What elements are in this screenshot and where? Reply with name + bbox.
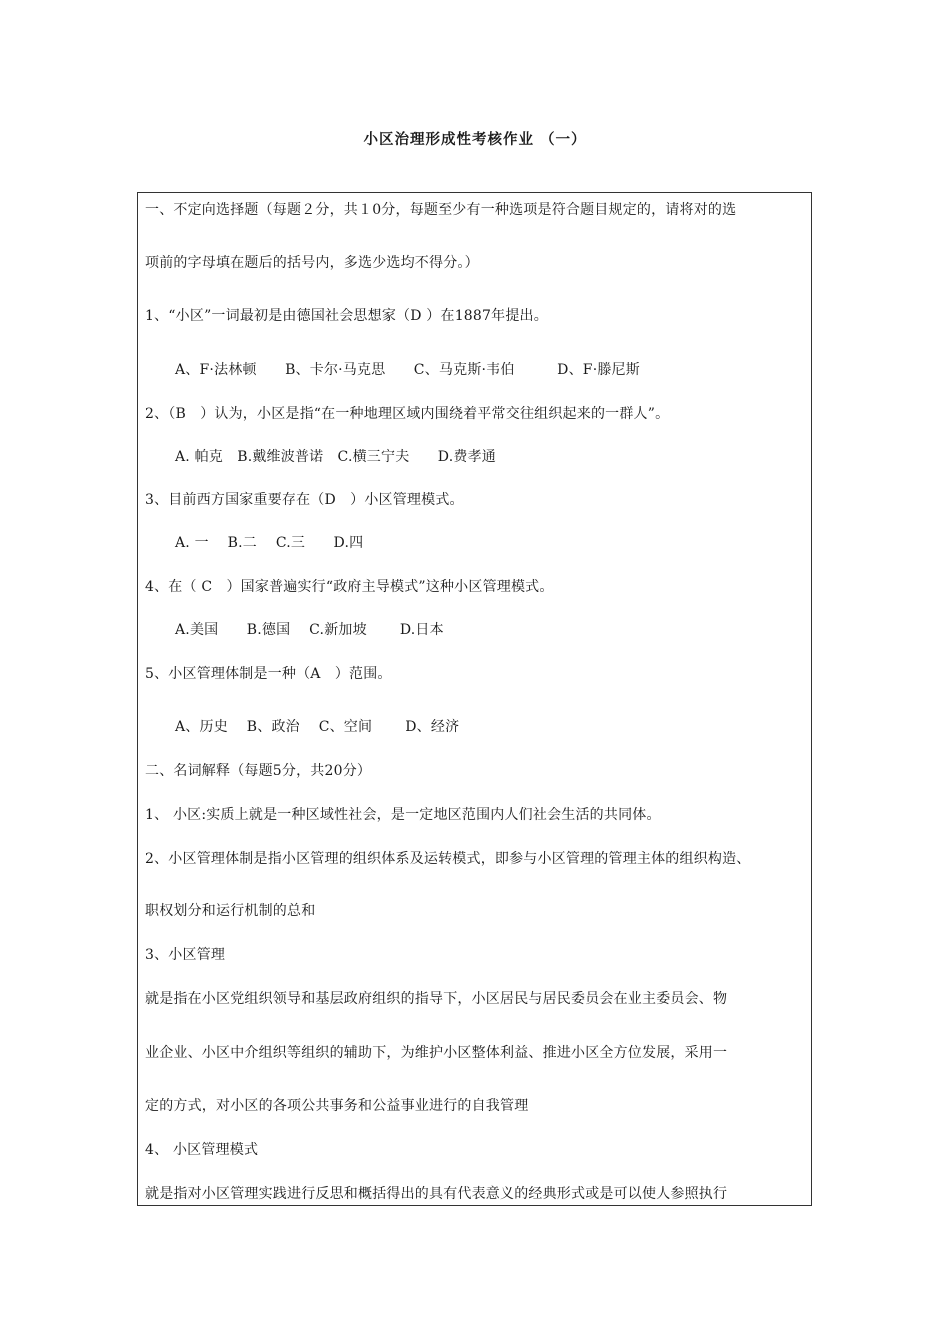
question-4-options: A.美国 B.德国 C.新加坡 D.日本	[175, 622, 444, 638]
question-5: 5、小区管理体制是一种（A ）范围。	[145, 666, 392, 682]
section2-heading: 二、名词解释（每题5分，共20分）	[145, 763, 372, 779]
question-4: 4、在（ C ）国家普遍实行“政府主导模式”这种小区管理模式。	[145, 579, 554, 595]
term-3-title: 3、小区管理	[145, 947, 226, 963]
term-2-line1: 2、小区管理体制是指小区管理的组织体系及运转模式，即参与小区管理的管理主体的组织构造、	[145, 851, 751, 867]
term-4-line1: 就是指对小区管理实践进行反思和概括得出的具有代表意义的经典形式或是可以使人参照执行	[145, 1186, 728, 1202]
question-1: 1、“小区”一词最初是由德国社会思想家（D ）在1887年提出。	[145, 308, 548, 324]
page-title: 小区治理形成性考核作业 （一）	[363, 131, 587, 148]
question-2: 2、（B ）认为，小区是指“在一种地理区域内围绕着平常交往组织起来的一群人”。	[145, 406, 670, 422]
question-1-options: A、F·法林顿 B、卡尔·马克思 C、马克斯·韦伯 D、F·滕尼斯	[175, 362, 640, 378]
section1-heading-line2: 项前的字母填在题后的括号内，多选少选均不得分。）	[145, 255, 479, 271]
term-3-line1: 就是指在小区党组织领导和基层政府组织的指导下，小区居民与居民委员会在业主委员会、物	[145, 991, 728, 1007]
term-4-title: 4、 小区管理模式	[145, 1142, 259, 1158]
question-3: 3、目前西方国家重要存在（D ）小区管理模式。	[145, 492, 464, 508]
term-3-line3: 定的方式，对小区的各项公共事务和公益事业进行的自我管理	[145, 1098, 529, 1114]
question-3-options: A. 一 B.二 C.三 D.四	[175, 535, 364, 551]
term-3-line2: 业企业、小区中介组织等组织的辅助下，为维护小区整体利益、推进小区全方位发展，采用一	[145, 1045, 728, 1061]
question-5-options: A、历史 B、政治 C、空间 D、经济	[175, 719, 460, 735]
question-2-options: A. 帕克 B.戴维波普诺 C.横三宁夫 D.费孝通	[175, 449, 496, 465]
term-1: 1、 小区:实质上就是一种区域性社会，是一定地区范围内人们社会生活的共同体。	[145, 807, 661, 823]
term-2-line2: 职权划分和运行机制的总和	[145, 903, 316, 919]
section1-heading-line1: 一、不定向选择题（每题２分，共１0分，每题至少有一种选项是符合题目规定的，请将对的选	[145, 202, 737, 218]
